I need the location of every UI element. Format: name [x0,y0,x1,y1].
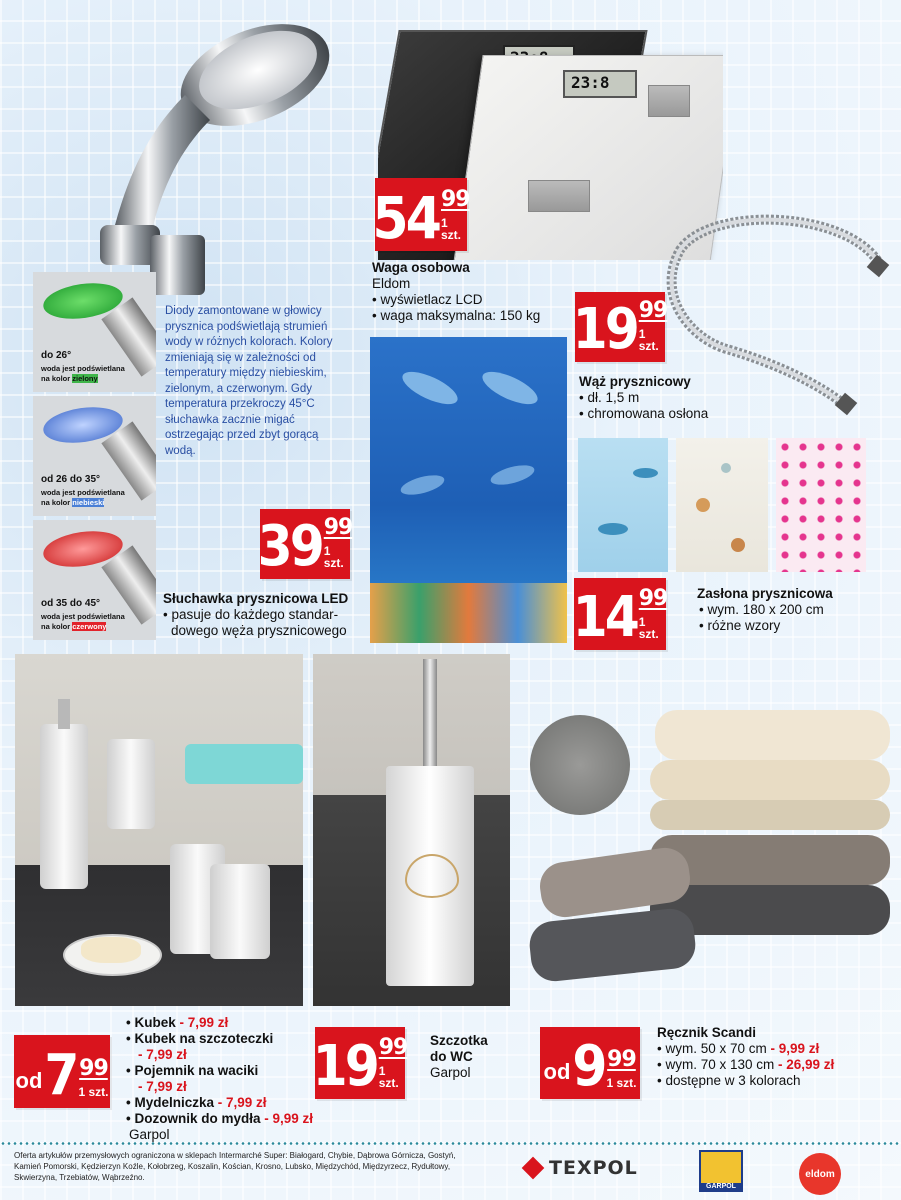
product-bullet: • wym. 180 x 200 cm [699,602,824,617]
price-cents: 99 [79,1056,108,1081]
temp-color-3: czerwony [72,622,107,631]
product-brand: Garpol [129,1127,170,1142]
price-cents: 99 [638,586,668,611]
price-unit: 1 szt. [378,1064,399,1090]
set-item: • Pojemnik na waciki [126,1063,259,1078]
price-tag-brush [312,1027,408,1099]
curtain-main-photo [370,337,567,643]
led-green-photo: do 26° woda jest podświetlana na kolor zielony [33,272,156,392]
temp-color-2: niebieski [72,498,105,507]
temp-range-1: do 26° [41,350,72,361]
product-bullet: • różne wzory [699,618,781,633]
product-title: Ręcznik Scandi [657,1025,757,1040]
price-tag-hose [572,292,668,362]
price-cents: 99 [378,1035,408,1060]
footer-divider [0,1142,901,1145]
led-red-photo: od 35 do 45° woda jest podświetlana na kolor czerwony [33,520,156,640]
temp-caption-3: woda jest podświetlana [41,612,125,621]
product-title: Wąż prysznicowy [579,374,691,389]
product-title: Szczotka [430,1033,488,1048]
price-od: od [543,1059,571,1084]
price-integer: 7 [44,1043,77,1108]
product-bullet: • wym. 70 x 130 cm - 26,99 zł [657,1057,835,1072]
curtain-shells-photo [676,438,768,572]
wc-brush-photo [313,654,510,1006]
temp-color-1: zielony [72,374,98,383]
diamond-icon [522,1157,545,1180]
price-tag-led [257,509,353,579]
product-title: Słuchawka prysznicowa LED [163,591,349,606]
temp-caption-1: woda jest podświetlana [41,364,125,373]
product-brand: Eldom [372,276,411,291]
garpol-logo [699,1150,743,1192]
product-title: Zasłona prysznicowa [697,586,833,601]
product-desc-line: dowego węża prysznicowego [171,623,347,638]
price-unit: 1 szt. [78,1085,109,1099]
curtain-pink-photo [776,438,866,572]
scale-product-info [372,260,572,324]
price-cents: 99 [607,1047,636,1072]
price-cents: 99 [323,515,353,540]
garpol-wordmark: GARPOL [701,1183,741,1190]
price-tag-bath-set [14,1035,110,1108]
towel-product-info [657,1025,897,1089]
led-product-info [163,591,363,639]
product-bullet: • waga maksymalna: 150 kg [372,308,541,323]
eldom-logo [799,1153,841,1195]
texpol-wordmark: TEXPOL [549,1157,638,1179]
curtain-product-info [697,586,897,634]
product-bullet: • chromowana osłona [579,406,709,421]
curtain-blue-photo [578,438,668,572]
price-unit: 1 szt. [638,615,659,641]
price-od: od [15,1068,43,1093]
price-integer: 9 [572,1034,605,1099]
price-integer: 39 [257,514,322,579]
price-integer: 54 [372,184,439,252]
product-bullet: • dostępne w 3 kolorach [657,1073,801,1088]
product-title: do WC [430,1049,473,1064]
led-blue-photo: od 26 do 35° woda jest podświetlana na kolor niebieski [33,396,156,516]
set-item: • Mydelniczka - 7,99 zł [126,1095,267,1110]
price-unit: 1 szt. [441,216,462,242]
product-title: Waga osobowa [372,260,470,275]
texpol-logo [525,1157,638,1179]
footer-disclaimer: Oferta artykułów przemysłowych ograniczona w sklepach Intermarché Super: Białogard, Chybie, Dąbrowa Górnicza, Gostyń, Kamień Pomorski, Kędzierzyn Koźle, Kołobrzeg, Koszalin, Kościan, Krosno, Lubsko, Międzychód, Międzyrzecz, Rydułtowy, Skwierzyna, Trzebiatów, Wąbrzeźno. [14,1151,456,1182]
price-cents: 99 [441,187,470,212]
price-tag-scale [372,178,470,252]
brush-product-info [430,1033,550,1081]
set-item-price: - 7,99 zł [138,1079,187,1094]
led-info-text: Diody zamontowane w głowicy prysznica podświetlają strumień wody w różnych kolorach. Kolory zmieniają się w zależności od temperatury między niebieskim, zielonym, a czerwonym. Gdy temperatura przekroczy 45°C słuchawka zacznie migać ostrzegając przed zbyt gorącą wodą. [165,305,333,457]
product-desc-line: • pasuje do każdego standar- [163,607,339,622]
price-unit: 1 szt. [323,544,344,570]
price-cents: 99 [638,298,668,323]
price-unit: 1 szt. [606,1076,637,1090]
set-item: • Dozownik do mydła - 9,99 zł [126,1111,314,1126]
price-tag-curtain [574,578,666,650]
set-item: • Kubek - 7,99 zł [126,1015,229,1030]
set-item-price: - 7,99 zł [138,1047,187,1062]
temp-range-3: od 35 do 45° [41,598,101,609]
price-unit: 1 szt. [638,327,659,353]
bath-set-product-info [126,1015,326,1143]
price-integer: 19 [312,1034,377,1099]
hose-product-info [579,374,779,422]
product-bullet: • dł. 1,5 m [579,390,640,405]
price-integer: 14 [572,585,637,650]
temp-caption-2: woda jest podświetlana [41,488,125,497]
product-bullet: • wyświetlacz LCD [372,292,483,307]
product-brand: Garpol [430,1065,471,1080]
price-integer: 19 [572,297,637,362]
price-tag-towel [540,1027,640,1099]
product-bullet: • wym. 50 x 70 cm - 9,99 zł [657,1041,820,1056]
temp-range-2: od 26 do 35° [41,474,101,485]
towels-photo [515,700,895,1010]
scale-photo: 23:8 [378,10,723,260]
bath-set-photo [15,654,303,1006]
eldom-wordmark: eldom [805,1168,835,1180]
set-item: • Kubek na szczoteczki [126,1031,274,1046]
